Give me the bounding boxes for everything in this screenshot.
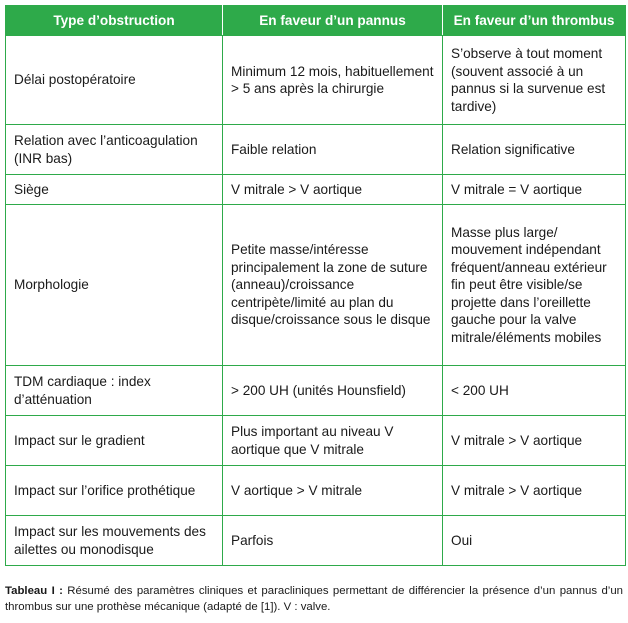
header-obstruction-type: Type d’obstruction [6,6,223,36]
pannus-cell: V mitrale > V aortique [223,175,443,205]
pannus-cell: > 200 UH (unités Hounsfield) [223,366,443,416]
caption-label: Tableau I : [5,585,63,597]
table-caption [5,583,623,615]
row-label: Délai postopératoire [6,36,223,125]
pannus-cell: V aortique > V mitrale [223,466,443,516]
table-header-row [6,6,626,36]
row-label: Relation avec l’anticoagulation (INR bas) [6,125,223,175]
row-label: Morphologie [6,205,223,366]
row-label: Impact sur les mouvements des ailettes ou monodisque [6,516,223,566]
row-label: Impact sur le gradient [6,416,223,466]
pannus-cell: Plus important au niveau V aortique que V mitrale [223,416,443,466]
thrombus-cell: Oui [443,516,626,566]
thrombus-cell: V mitrale > V aortique [443,416,626,466]
pannus-cell: Petite masse/intéresse principalement la zone de suture (anneau)/croissance centripète/limité au plan du disque/croissance sous le disque [223,205,443,366]
thrombus-cell: < 200 UH [443,366,626,416]
caption-text: Résumé des paramètres cliniques et paracliniques permettant de différencier la présence d’un pannus d’un thrombus sur une prothèse mécanique (adapté de [1]). V : valve. [5,585,623,613]
table-row [6,416,626,466]
table-row [6,36,626,125]
header-thrombus: En faveur d’un thrombus [443,6,626,36]
row-label: Siège [6,175,223,205]
thrombus-cell: V mitrale = V aortique [443,175,626,205]
table-row [6,366,626,416]
table-row [6,205,626,366]
pannus-cell: Faible relation [223,125,443,175]
table-row [6,125,626,175]
table-row [6,466,626,516]
pannus-cell: Parfois [223,516,443,566]
header-pannus: En faveur d’un pannus [223,6,443,36]
thrombus-cell: V mitrale > V aortique [443,466,626,516]
thrombus-cell: Relation significative [443,125,626,175]
comparison-table [5,5,626,566]
table-row [6,175,626,205]
thrombus-cell: S’observe à tout moment (souvent associé à un pannus si la survenue est tardive) [443,36,626,125]
row-label: TDM cardiaque : index d’atténuation [6,366,223,416]
table-row [6,516,626,566]
thrombus-cell: Masse plus large/ mouvement indépendant fréquent/anneau extérieur fin peut être visible/se projette dans l’oreillette gauche pour la valve mitrale/éléments mobiles [443,205,626,366]
pannus-cell: Minimum 12 mois, habituellement > 5 ans après la chirurgie [223,36,443,125]
row-label: Impact sur l’orifice prothétique [6,466,223,516]
